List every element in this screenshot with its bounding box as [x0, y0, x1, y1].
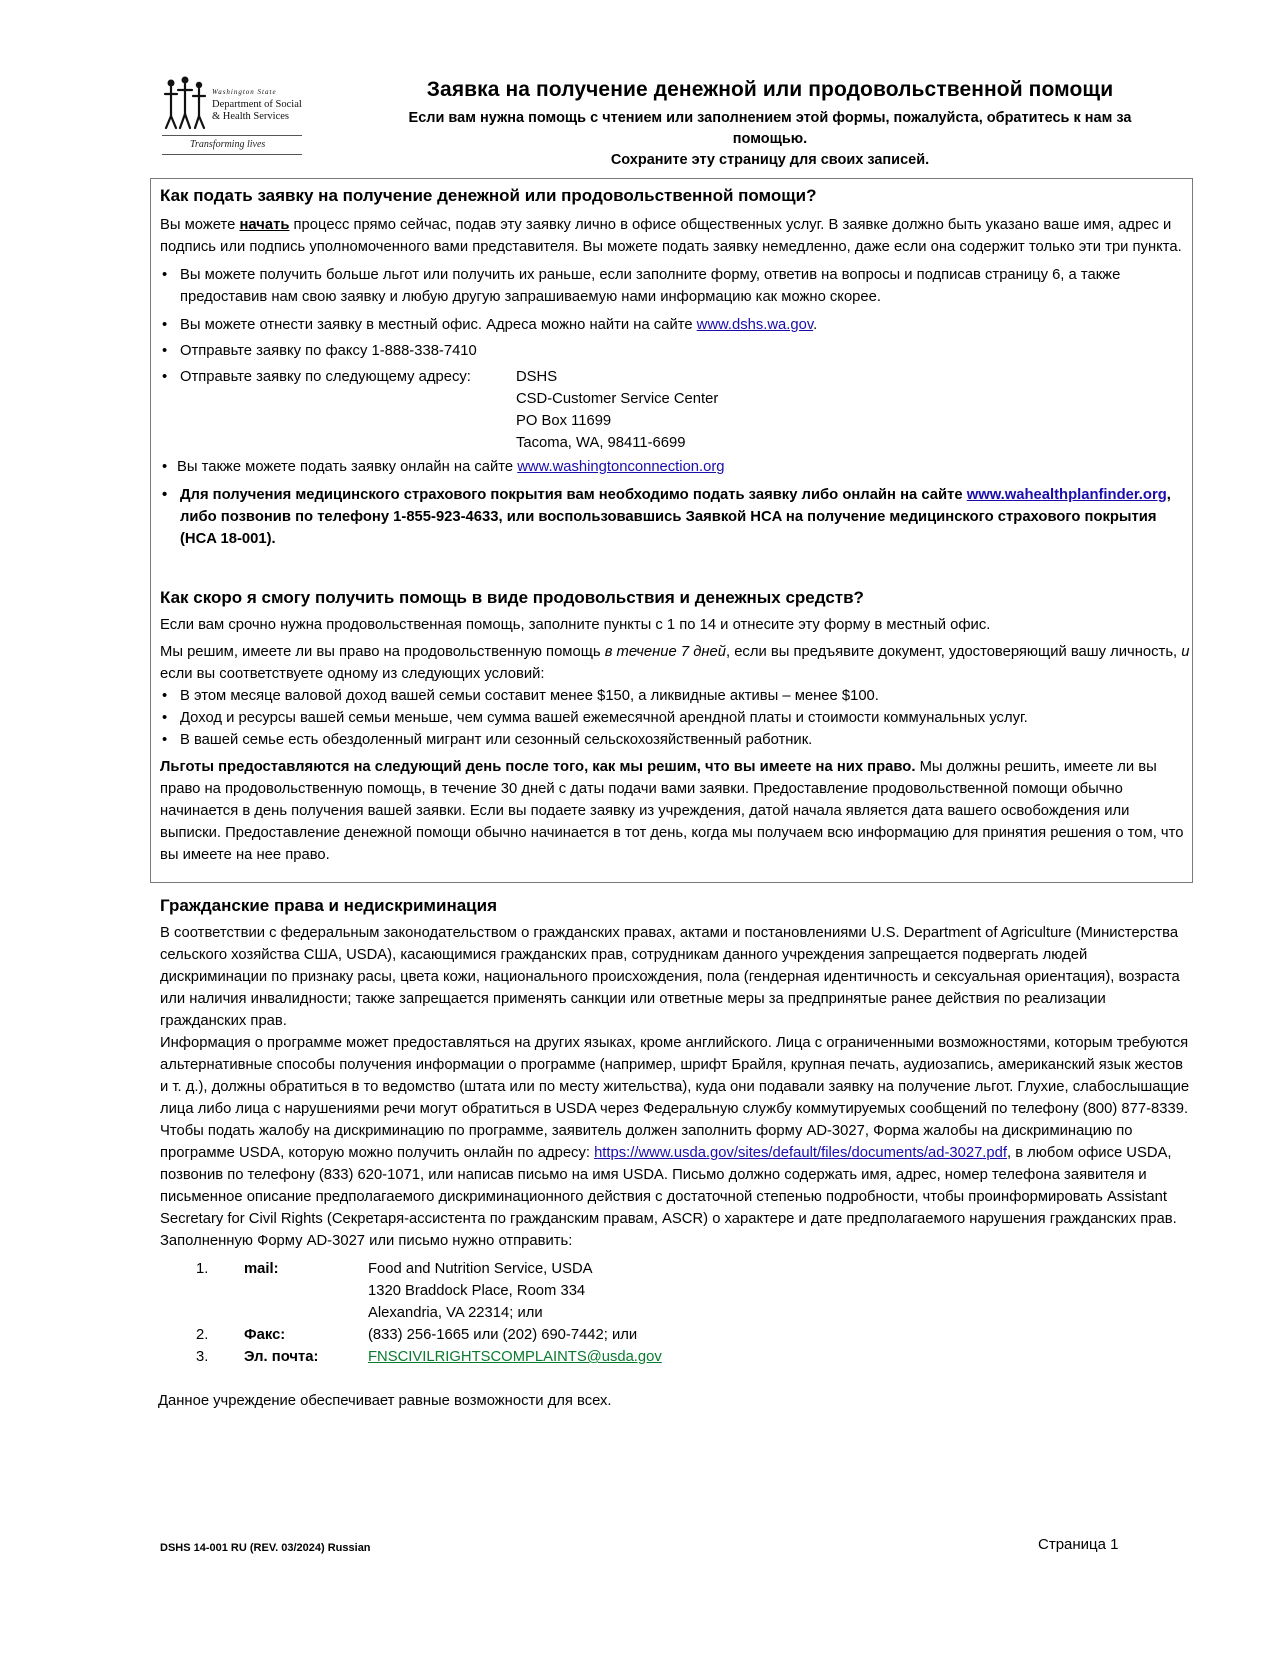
dshs-figures-icon [162, 76, 208, 130]
intro-start-word: начать [239, 217, 290, 233]
civil-rights-paragraph-4: Заполненную Форму AD-3027 или письмо нужно отправить: [160, 1233, 573, 1249]
benefits-timing-paragraph [160, 756, 1190, 866]
bullet-local-office-end: . [813, 317, 818, 333]
eligibility-paragraph [160, 641, 1190, 685]
address-line: 1320 Braddock Place, Room 334 [368, 1283, 586, 1299]
bullet-local-office [160, 314, 1190, 336]
benefits-timing-bold: Льготы предоставляются на следующий день после того, как мы решим, что вы имеете на них право. [160, 759, 916, 775]
eligibility-text-b: , если вы предъявите документ, удостоверяющий вашу личность, [725, 644, 1182, 660]
equal-opportunity-statement: Данное учреждение обеспечивает равные возможности для всех. [158, 1393, 612, 1409]
bullet-medical [160, 484, 1190, 550]
document-title: Заявка на получение денежной или продовольственной помощи [426, 78, 1114, 101]
subtitle-line-1: Если вам нужна помощь с чтением или заполнением этой формы, пожалуйста, обратитесь к нам за [408, 110, 1132, 126]
civil-rights-paragraph-2: Информация о программе может предоставляться на других языках, кроме английского. Лица с ограниченными возможностями, которым требуются альтернативные способы получения информации о программе (например, шрифт Брайля, крупная печать, аудиозапись, американский язык жестов и т. д.), должны обратиться в то ведомство (штата или по месту жительства), куда они подавали заявку на получение льгот. Глухие, слабослышащие лица либо лица с нарушениями речи могут обратиться в USDA через Федеральную службу коммутируемых сообщений по телефону (800) 877-8339. [160, 1035, 1190, 1117]
wahealthplanfinder-link[interactable]: www.wahealthplanfinder.org [966, 487, 1167, 503]
bullet-fax: • Отправьте заявку по факсу 1-888-338-7410 [160, 340, 1190, 362]
item-number: 2. [196, 1327, 209, 1343]
section-civil-rights [160, 894, 1190, 1412]
bullet-medical-text-a: Для получения медицинского страхового покрытия вам необходимо подать заявку либо онлайн на сайте [180, 487, 967, 503]
washington-connection-link[interactable]: www.washingtonconnection.org [517, 459, 725, 475]
bullet-mail [160, 366, 1190, 454]
address-line: Alexandria, VA 22314; или [368, 1305, 543, 1321]
logo-rule-bottom [162, 154, 302, 155]
mail-address [516, 366, 718, 454]
document-header [340, 78, 1200, 171]
eligibility-and: и [1181, 644, 1190, 660]
subtitle-line-3: Сохраните эту страницу для своих записей. [610, 152, 930, 168]
condition-bullet: • Доход и ресурсы вашей семьи меньше, чем сумма вашей ежемесячной арендной платы и стоимости коммунальных услуг. [160, 707, 1190, 729]
fax-label: Факс: [244, 1327, 286, 1343]
mail-label: • Отправьте заявку по следующему адресу: [180, 369, 471, 385]
section-heading: Гражданские права и недискриминация [160, 896, 498, 915]
bullet-online-text: Вы также можете подать заявку онлайн на сайте [177, 459, 518, 475]
address-line: Food and Nutrition Service, USDA [368, 1261, 593, 1277]
email-label: Эл. почта: [244, 1349, 319, 1365]
section-how-soon [160, 586, 1190, 866]
section-how-to-apply [160, 184, 1190, 550]
mail-address [368, 1258, 1190, 1324]
eligibility-text-c: если вы соответствуете одному из следующих условий: [160, 666, 545, 682]
logo-slogan: Transforming lives [190, 139, 266, 150]
logo-line-2: & Health Services [212, 111, 289, 122]
page-number: Страница 1 [1038, 1536, 1119, 1553]
section-heading: Как скоро я смогу получить помощь в виде продовольствия и денежных средств? [160, 588, 864, 607]
ad-3027-link[interactable]: https://www.usda.gov/sites/default/files/documents/ad-3027.pdf [594, 1145, 1007, 1161]
intro-text-b: процесс прямо сейчас, подав эту заявку лично в офисе общественных услуг. В заявке должно быть указано ваше имя, адрес и подпись или подпись уполномоченного вами представителя. Вы можете подать заявку немедленно, даже если она содержит только эти три пункта. [160, 217, 1182, 255]
civil-rights-paragraph-1: В соответствии с федеральным законодательством о гражданских правах, актами и постановлениями U.S. Department of Agriculture (Министерства сельского хозяйства США, USDA), касающимися гражданских прав, сотрудникам данного учреждения запрещается подвергать людей дискриминации по признаку расы, цвета кожи, национального происхождения, пола (гендерная идентичность и сексуальная ориентация), возраста или наличия инвалидности; также запрещается применять санкции или ответные меры за предпринятые ранее действия по реализации гражданских прав. [160, 925, 1180, 1029]
email-link[interactable]: FNSCIVILRIGHTSCOMPLAINTS@usda.gov [368, 1349, 662, 1365]
address-line: Tacoma, WA, 98411-6699 [516, 435, 686, 451]
address-line: CSD-Customer Service Center [516, 391, 719, 407]
dshs-link[interactable]: www.dshs.wa.gov [696, 317, 814, 333]
mail-label: mail: [244, 1261, 279, 1277]
intro-text-a: Вы можете [160, 217, 240, 233]
condition-bullet: • В этом месяце валовой доход вашей семьи составит менее $150, а ликвидные активы – менее $100. [160, 685, 1190, 707]
form-identifier: DSHS 14-001 RU (REV. 03/2024) Russian [160, 1542, 371, 1554]
address-line: PO Box 11699 [516, 413, 612, 429]
urgent-paragraph: Если вам срочно нужна продовольственная помощь, заполните пункты с 1 по 14 и отнесите эту форму в местный офис. [160, 617, 991, 633]
intro-paragraph [160, 214, 1190, 258]
benefits-timing-text: Мы должны решить, имеете ли вы право на продовольственную помощь, в течение 30 дней с даты подачи вами заявки. Предоставление продовольственной помощи обычно начинается в день получения вашей заявки. Если вы подаете заявку из учреждения, датой начала является дата вашего освобождения или выписки. Предоставление денежной помощи обычно начинается в тот день, когда мы получаем всю информацию для принятия решения о том, что вы имеете на нее право. [160, 759, 1184, 863]
eligibility-7-days: в течение 7 дней [604, 644, 726, 660]
eligibility-text-a: Мы решим, имеете ли вы право на продовольственную помощь [160, 644, 605, 660]
complaint-text-a: Чтобы подать жалобу на дискриминацию по программе, заявитель должен заполнить форму AD-3027, Форма жалобы на дискриминацию по программе USDA, которую можно получить онлайн по адресу: [160, 1123, 1133, 1161]
dshs-logo [162, 76, 302, 158]
section-heading: Как подать заявку на получение денежной или продовольственной помощи? [160, 186, 817, 205]
condition-bullet: • В вашей семье есть обездоленный мигрант или сезонный сельскохозяйственный работник. [160, 729, 1190, 751]
item-number: 1. [196, 1261, 209, 1277]
complaint-text-b: , в любом офисе USDA, позвонив по телефону (833) 620-1071, или написав письмо на имя USDA. Письмо должно содержать имя, адрес, номер телефона заявителя и письменное описание предполагаемого дискриминационного действия с достаточной степенью подробности, чтобы проинформировать Assistant Secretary for Civil Rights (Секретаря-ассистента по гражданским правам, ASCR) о характере и дате предполагаемого нарушения гражданских прав. [160, 1145, 1177, 1227]
logo-rule [162, 135, 302, 136]
logo-line-1: Department of Social [212, 99, 302, 110]
bullet-local-office-text: Вы можете отнести заявку в местный офис. Адреса можно найти на сайте [180, 317, 697, 333]
subtitle-line-2: помощью. [732, 131, 808, 147]
logo-tagline: Washington State [212, 88, 277, 96]
civil-rights-paragraph-3 [160, 1120, 1190, 1230]
address-line: DSHS [516, 369, 558, 385]
complaint-channels [196, 1258, 1190, 1368]
item-number: 3. [196, 1349, 209, 1365]
fax-numbers: (833) 256-1665 или (202) 690-7442; или [368, 1327, 638, 1343]
bullet-medical-text-b: , либо позвонив по телефону 1-855-923-4633, или воспользовавшись Заявкой HCA на получение медицинского страхового покрытия (HCA 18-001). [180, 487, 1171, 547]
bullet-online [160, 456, 1190, 478]
bullet-benefits: • Вы можете получить больше льгот или получить их раньше, если заполните форму, ответив на вопросы и подписав страницу 6, а также предоставив нам свою заявку и любую другую запрашиваемую нами информацию как можно скорее. [160, 264, 1190, 308]
